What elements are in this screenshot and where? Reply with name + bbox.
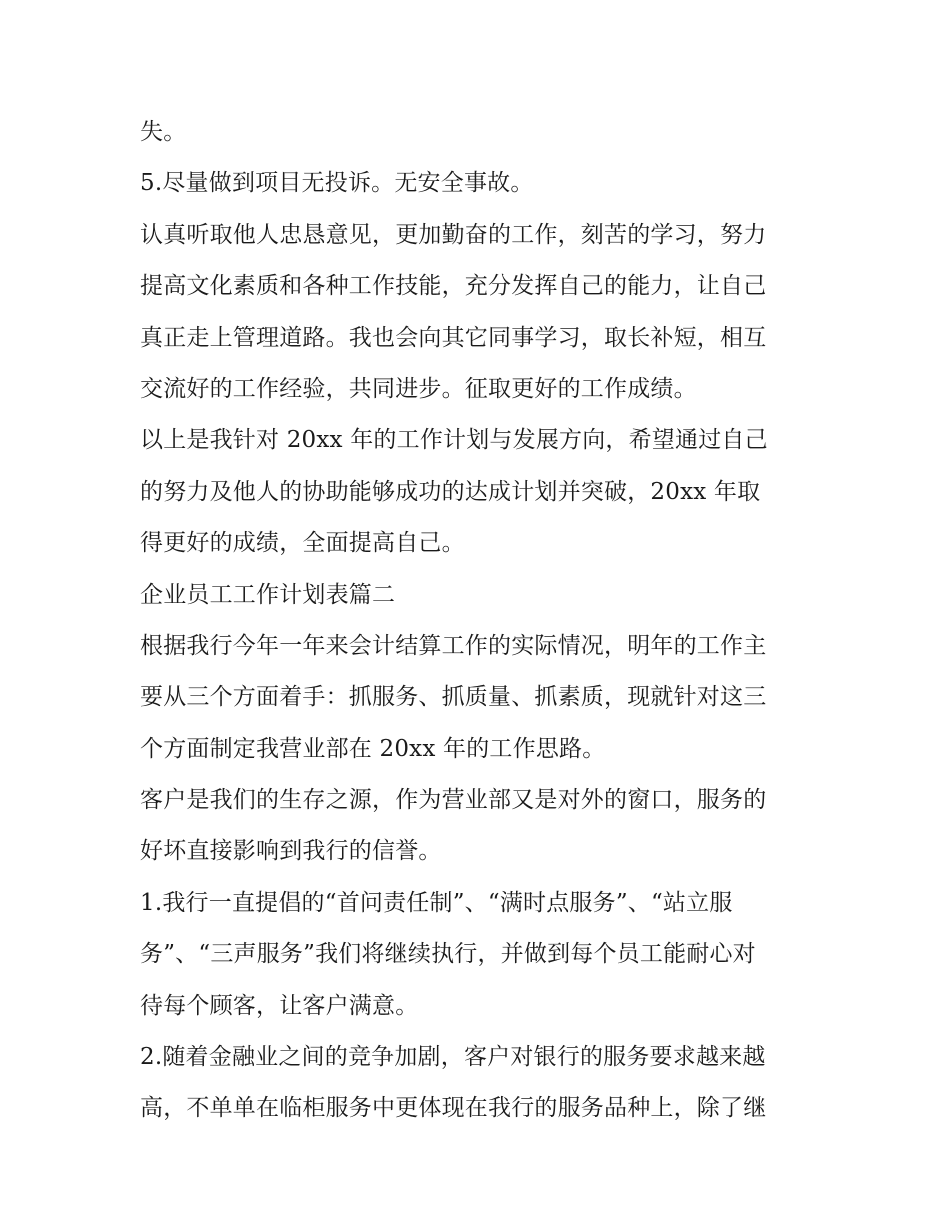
text-line: 以上是我针对 20xx 年的工作计划与发展方向，希望通过自己: [140, 427, 768, 454]
text-line: 客户是我们的生存之源，作为营业部又是对外的窗口，服务的: [140, 787, 767, 814]
text-line: 认真听取他人忠恳意见，更加勤奋的工作，刻苦的学习，努力: [140, 221, 767, 248]
text-line: 1.我行一直提倡的“首问责任制”、“满时点服务”、“站立服: [140, 889, 733, 916]
text-line: 待每个顾客，让客户满意。: [140, 992, 419, 1019]
text-line: 2.随着金融业之间的竞争加剧，客户对银行的服务要求越来越: [140, 1044, 766, 1071]
text-line: 交流好的工作经验，共同进步。征取更好的工作成绩。: [140, 375, 697, 402]
section-heading: 企业员工工作计划表篇二: [140, 581, 396, 608]
text-line: 要从三个方面着手：抓服务、抓质量、抓素质，现就针对这三: [140, 684, 767, 711]
text-line: 的努力及他人的协助能够成功的达成计划并突破，20xx 年取: [140, 478, 761, 505]
text-line: 个方面制定我营业部在 20xx 年的工作思路。: [140, 735, 606, 762]
document-body: [140, 107, 830, 1135]
text-line: 好坏直接影响到我行的信誉。: [140, 838, 442, 865]
text-line: 得更好的成绩，全面提高自己。: [140, 530, 465, 557]
text-line: 高，不单单在临柜服务中更体现在我行的服务品种上，除了继: [140, 1095, 767, 1122]
text-line: 失。: [140, 119, 187, 145]
text-line: 真正走上管理道路。我也会向其它同事学习，取长补短，相互: [140, 324, 767, 351]
text-line: 提高文化素质和各种工作技能，充分发挥自己的能力，让自己: [140, 273, 767, 300]
text-line: 根据我行今年一年来会计结算工作的实际情况，明年的工作主: [140, 632, 767, 659]
text-line: 5.尽量做到项目无投诉。无安全事故。: [140, 170, 534, 197]
text-line: 务”、“三声服务”我们将继续执行，并做到每个员工能耐心对: [140, 941, 756, 968]
